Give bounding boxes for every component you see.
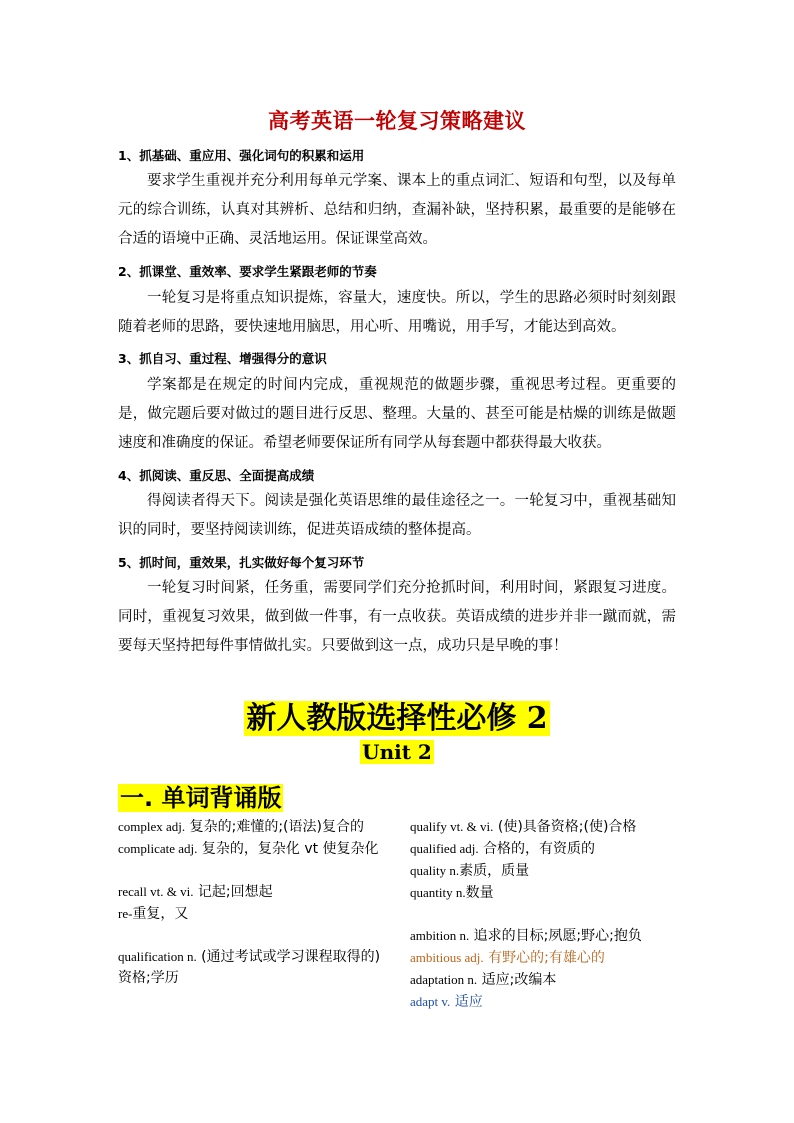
vocab-section-title-text: 一. 单词背诵版 xyxy=(120,784,282,812)
doc-title: 高考英语一轮复习策略建议 xyxy=(268,109,526,133)
vocab-word: qualified adj. xyxy=(410,841,479,856)
vocab-meaning: (通过考试或学习课程取得的)资格;学历 xyxy=(118,949,381,986)
vocab-word: complex adj. xyxy=(118,819,186,834)
vocab-entry xyxy=(118,881,388,903)
vocab-entry xyxy=(118,816,388,838)
vocab-spacer xyxy=(410,904,680,925)
vocab-spacer xyxy=(118,860,388,881)
vocab-section-title xyxy=(118,778,283,813)
vocab-entry xyxy=(410,838,680,860)
vocab-word: qualify vt. & vi. xyxy=(410,819,494,834)
vocab-entry xyxy=(118,838,388,860)
vocab-entry xyxy=(118,903,388,925)
section-heading-1: 1、抓基础、重应用、强化词句的积累和运用 xyxy=(118,148,365,163)
vocab-word: quality n. xyxy=(410,863,460,878)
vocab-entry xyxy=(410,925,680,947)
vocab-spacer xyxy=(118,925,388,946)
unit-title xyxy=(0,740,794,764)
vocab-word: recall vt. & vi. xyxy=(118,884,194,899)
vocab-entry xyxy=(410,991,680,1013)
vocab-meaning: 适应 xyxy=(450,994,483,1010)
vocab-column-left xyxy=(118,816,388,989)
section-heading-5: 5、抓时间，重效果，扎实做好每个复习环节 xyxy=(118,555,365,570)
vocab-meaning: (使)具备资格;(使)合格 xyxy=(493,819,637,835)
vocab-meaning: 记起;回想起 xyxy=(193,884,273,900)
vocab-word: quantity n. xyxy=(410,885,466,900)
vocab-meaning: 复杂的，复杂化 vt 使复杂化 xyxy=(197,841,379,857)
book-title-text: 新人教版选择性必修 2 xyxy=(246,701,548,736)
section-text-3: 学案都是在规定的时间内完成，重视规范的做题步骤，重视思考过程。更重要的是，做完题后要对做过的题目进行反思、整理。大量的、甚至可能是枯燥的训练是做题速度和准确度的保证。希望老师要保证所有同学从每套题中都获得最大收获。 xyxy=(118,377,676,451)
section-text-1: 要求学生重视并充分利用每单元学案、课本上的重点词汇、短语和句型，以及每单元的综合训练，认真对其辨析、总结和归纳，查漏补缺，坚持积累，最重要的是能够在合适的语境中正确、灵活地运用。保证课堂高效。 xyxy=(118,173,676,247)
section-heading-4: 4、抓阅读、重反思、全面提高成绩 xyxy=(118,468,315,483)
section-text-5: 一轮复习时间紧，任务重，需要同学们充分抢抓时间，利用时间，紧跟复习进度。同时，重视复习效果，做到做一件事，有一点收获。英语成绩的进步并非一蹴而就，需要每天坚持把每件事情做扎实。只要做到这一点，成功只是早晚的事！ xyxy=(118,580,676,654)
vocab-word: ambitious adj. xyxy=(410,950,484,965)
vocab-meaning: 合格的，有资质的 xyxy=(478,841,596,857)
vocab-meaning: 有野心的;有雄心的 xyxy=(483,950,605,966)
book-title xyxy=(0,693,794,737)
vocab-column-right xyxy=(410,816,680,1013)
vocab-entry xyxy=(410,969,680,991)
vocab-word: ambition n. xyxy=(410,928,470,943)
vocab-entry xyxy=(410,882,680,904)
vocab-entry xyxy=(410,860,680,882)
section-text-2: 一轮复习是将重点知识提炼，容量大，速度快。所以，学生的思路必须时时刻刻跟随着老师的思路，要快速地用脑思，用心听、用嘴说，用手写，才能达到高效。 xyxy=(118,290,676,335)
vocab-meaning: 复杂的;难懂的;(语法)复合的 xyxy=(185,819,364,835)
vocab-meaning: 适应;改编本 xyxy=(477,972,557,988)
vocab-meaning: 数量 xyxy=(465,885,494,901)
section-heading-2: 2、抓课堂、重效率、要求学生紧跟老师的节奏 xyxy=(118,264,377,279)
vocab-word: qualification n. xyxy=(118,949,197,964)
vocab-meaning: 追求的目标;夙愿;野心;抱负 xyxy=(469,928,642,944)
vocab-meaning: 素质，质量 xyxy=(459,863,530,879)
vocab-word: re- xyxy=(118,906,133,921)
vocab-meaning: 重复，又 xyxy=(132,906,189,922)
section-heading-3: 3、抓自习、重过程、增强得分的意识 xyxy=(118,351,327,366)
vocab-word: complicate adj. xyxy=(118,841,198,856)
vocab-entry xyxy=(410,816,680,838)
vocab-word: adapt v. xyxy=(410,994,451,1009)
vocab-entry xyxy=(118,946,388,989)
vocab-word: adaptation n. xyxy=(410,972,478,987)
section-text-4: 得阅读者得天下。阅读是强化英语思维的最佳途径之一。一轮复习中，重视基础知识的同时，要坚持阅读训练，促进英语成绩的整体提高。 xyxy=(118,493,676,538)
vocab-entry xyxy=(410,947,680,969)
unit-title-text: Unit 2 xyxy=(362,740,432,764)
